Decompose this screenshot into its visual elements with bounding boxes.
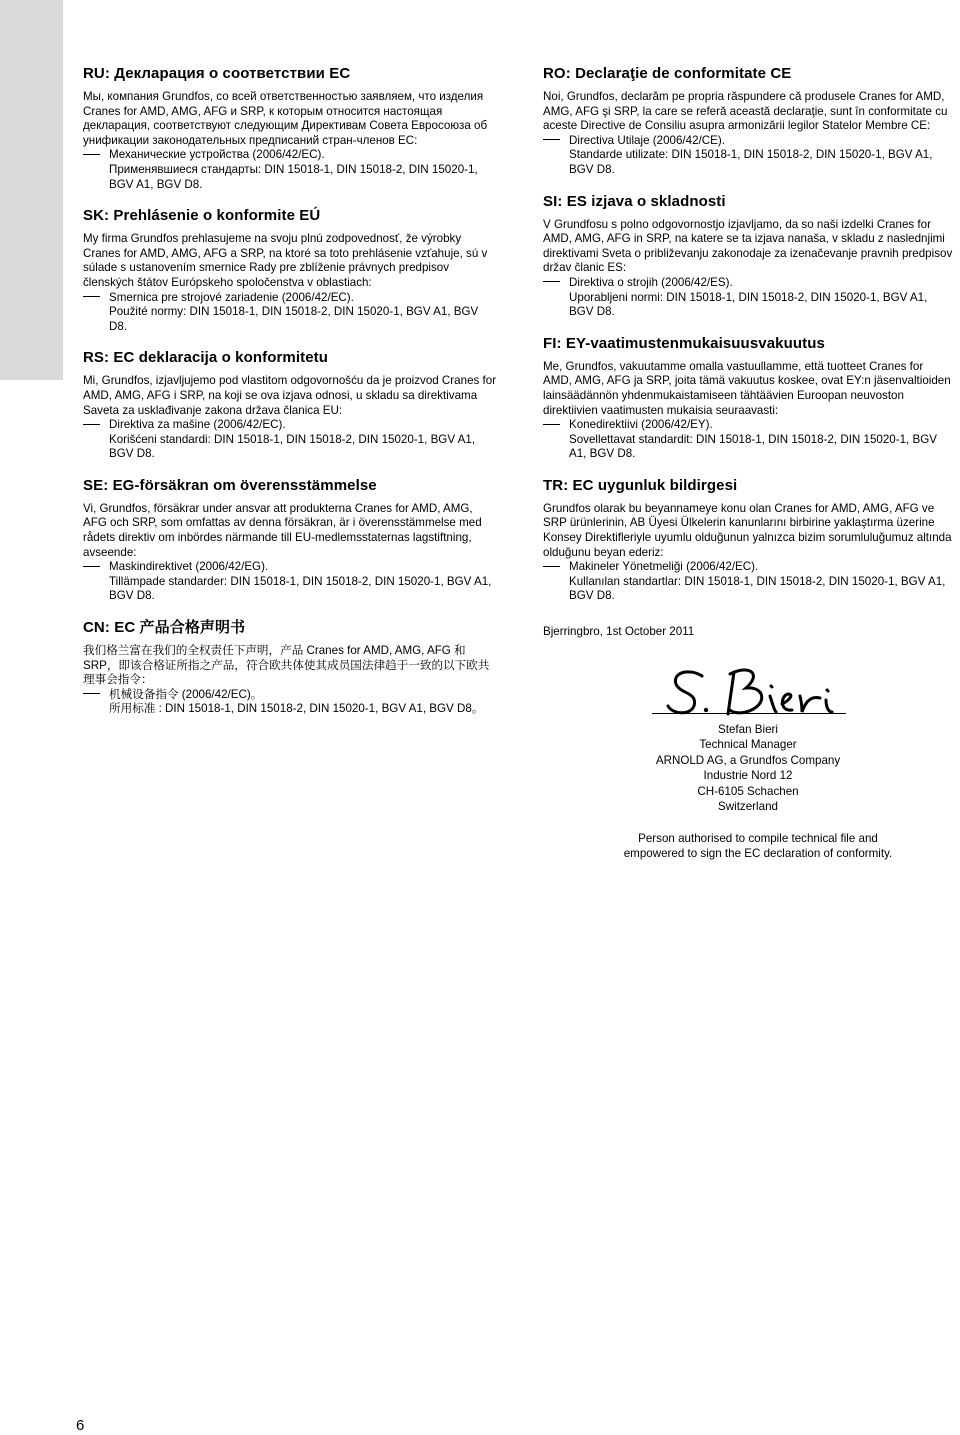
signature-line bbox=[652, 713, 846, 714]
directive-item: Smernica pre strojové zariadenie (2006/42/EC). bbox=[83, 291, 498, 306]
signer-company: ARNOLD AG, a Grundfos Company bbox=[655, 753, 841, 767]
section-si bbox=[543, 192, 953, 320]
signer-name: Stefan Bieri bbox=[718, 723, 778, 736]
standards-text: 所用标准 : DIN 15018-1, DIN 15018-2, DIN 15020-1, BGV A1, BGV D8。 bbox=[109, 702, 484, 716]
standards-text: Tillämpade standarder: DIN 15018-1, DIN 15018-2, DIN 15020-1, BGV A1, BGV D8. bbox=[109, 574, 492, 603]
standards-text: Korišćeni standardi: DIN 15018-1, DIN 15018-2, DIN 15020-1, BGV A1, BGV D8. bbox=[109, 432, 476, 461]
dash-mark bbox=[83, 291, 109, 306]
section-tr bbox=[543, 476, 953, 604]
section-body: Me, Grundfos, vakuutamme omalla vastuullamme, että tuotteet Cranes for AMD, AMG, AFG ja SRP, joita tämä vakuutus koskee, ovat EY:n jäsenvaltioiden lainsäädännön yhdenmukaistamiseen tähtäävien Euroopan neuvoston direktiivien vaatimusten mukaisia seuraavasti: bbox=[543, 359, 951, 417]
section-heading: CN: EC 产品合格声明书 bbox=[83, 619, 246, 637]
section-body: V Grundfosu s polno odgovornostjo izjavljamo, da so naši izdelki Cranes for AMD, AMG, AFG in SRP, na katere se ta izjava nanaša, v skladu z naslednjimi direktivami Sveta o približevanju zakonodaje za izenačevanje pravnih predpisov držav članic ES: bbox=[543, 217, 953, 275]
signer-country: Switzerland bbox=[718, 800, 778, 814]
authorised-line-2: empowered to sign the EC declaration of conformity. bbox=[623, 847, 893, 861]
directive-item: Konedirektiivi (2006/42/EY). bbox=[543, 418, 953, 433]
standards-text: Применявшиеся стандарты: DIN 15018-1, DIN 15018-2, DIN 15020-1, BGV A1, BGV D8. bbox=[109, 162, 478, 191]
directive-item: Makineler Yönetmeliği (2006/42/EC). bbox=[543, 560, 953, 575]
signer-city: CH-6105 Schachen bbox=[697, 784, 799, 798]
signer-title: Technical Manager bbox=[699, 738, 797, 752]
section-body: Grundfos olarak bu beyannameye konu olan Cranes for AMD, AMG, AFG ve SRP ürünlerinin, AB Üyesi Ülkelerin kanunlarını birbirine yaklaştırma üzerine Konsey Direktifleriyle uyumlu olduğunun yalnızca bizim sorumluluğumuz altında olduğunu beyan ederiz: bbox=[543, 501, 952, 559]
section-body: My firma Grundfos prehlasujeme na svoju plnú zodpovednosť, že výrobky Cranes for AMD, AMG, AFG a SRP, na ktoré sa toto prehlásenie vzťahuje, sú v súlade s ustanovením smernice Rady pre zblíženie právnych predpisov členských štátov Európskeho spoločenstva v oblastiach: bbox=[83, 232, 488, 289]
standards-text: Sovellettavat standardit: DIN 15018-1, DIN 15018-2, DIN 15020-1, BGV A1, BGV D8. bbox=[569, 432, 937, 461]
standards-text: Kullanılan standartlar: DIN 15018-1, DIN 15018-2, DIN 15020-1, BGV A1, BGV D8. bbox=[569, 574, 946, 603]
standards-text: Standarde utilizate: DIN 15018-1, DIN 15018-2, DIN 15020-1, BGV A1, BGV D8. bbox=[569, 148, 933, 176]
dash-mark bbox=[543, 560, 569, 575]
directive-item: Maskindirektivet (2006/42/EG). bbox=[83, 560, 498, 575]
section-heading: SI: ES izjava o skladnosti bbox=[543, 192, 726, 210]
authorised-line-1: Person authorised to compile technical file and bbox=[638, 832, 878, 845]
section-body: 我们格兰富在我们的全权责任下声明，产品 Cranes for AMD, AMG, AFG 和 SRP，即该合格证所指之产品，符合欧共体使其成员国法律趋于一致的以下欧共理事会指令： bbox=[83, 644, 490, 687]
section-body: Mi, Grundfos, izjavljujemo pod vlastitom odgovornošću da je proizvod Cranes for AMD, AMG, AFG i SRP, na koji se ova izjava odnosi, u skladu sa direktivama Saveta za usklađivanje zakona država članica EU: bbox=[83, 374, 497, 417]
section-fi bbox=[543, 334, 953, 462]
section-heading: FI: EY-vaatimustenmukaisuusvakuutus bbox=[543, 334, 825, 352]
right-column bbox=[543, 64, 953, 639]
section-heading: TR: EC uygunluk bildirgesi bbox=[543, 476, 738, 494]
signature-image bbox=[650, 660, 850, 720]
authorised-note bbox=[583, 831, 933, 862]
directive-item: Directiva Utilaje (2006/42/CE). bbox=[543, 134, 953, 149]
directive-item: Механические устройства (2006/42/EC). bbox=[83, 148, 498, 163]
dash-mark bbox=[83, 148, 109, 163]
directive-item: 机械设备指令 (2006/42/EC)。 bbox=[83, 688, 498, 703]
section-heading: SE: EG-försäkran om överensstämmelse bbox=[83, 476, 377, 494]
section-sk bbox=[83, 206, 498, 334]
section-body: Vi, Grundfos, försäkrar under ansvar att produkterna Cranes for AMD, AMG, AFG och SRP, som omfattas av denna försäkran, är i överensstämmelse med rådets direktiv om inbördes närmande till EU-medlemsstaternas lagstiftning, avseende: bbox=[83, 501, 482, 559]
section-heading: RO: Declaraţie de conformitate CE bbox=[543, 65, 792, 82]
section-se bbox=[83, 476, 498, 604]
section-heading: SK: Prehlásenie o konformite EÚ bbox=[83, 207, 321, 225]
signer-street: Industrie Nord 12 bbox=[703, 769, 793, 783]
page-number: 6 bbox=[76, 1417, 85, 1434]
standards-text: Použité normy: DIN 15018-1, DIN 15018-2, DIN 15020-1, BGV A1, BGV D8. bbox=[109, 305, 479, 333]
directive-item: Direktiva o strojih (2006/42/ES). bbox=[543, 276, 953, 291]
section-body: Noi, Grundfos, declarăm pe propria răspundere că produsele Cranes for AMD, AMG, AFG şi SRP, la care se referă această declaraţie, sunt în conformitate cu aceste Directive de Consiliu asupra armonizării legilor Statelor Membre CE: bbox=[543, 90, 948, 133]
section-heading: RS: EC deklaracija o konformitetu bbox=[83, 349, 329, 367]
dash-mark bbox=[543, 276, 569, 291]
directive-item: Direktiva za mašine (2006/42/EC). bbox=[83, 418, 498, 433]
section-ro bbox=[543, 64, 953, 178]
dash-mark bbox=[83, 560, 109, 575]
signer-block bbox=[610, 722, 886, 814]
dash-mark bbox=[543, 134, 569, 149]
dash-mark bbox=[83, 688, 109, 703]
standards-text: Uporabljeni normi: DIN 15018-1, DIN 15018-2, DIN 15020-1, BGV A1, BGV D8. bbox=[569, 290, 928, 319]
place-date: Bjerringbro, 1st October 2011 bbox=[543, 625, 695, 639]
side-tab bbox=[0, 0, 63, 380]
dash-mark bbox=[543, 418, 569, 433]
dash-mark bbox=[83, 418, 109, 433]
section-body: Мы, компания Grundfos, со всей ответственностью заявляем, что изделия Cranes for AMD, AMG, AFG и SRP, к которым относится настоящая декларация, соответствуют следующим Директивам Совета Евросоюза об унификации законодательных предписаний стран-членов ЕС: bbox=[83, 90, 488, 147]
section-rs bbox=[83, 348, 498, 462]
left-column bbox=[83, 64, 498, 731]
section-cn bbox=[83, 618, 498, 717]
section-heading: RU: Декларация о соответствии ЕС bbox=[83, 65, 351, 82]
section-ru bbox=[83, 64, 498, 192]
